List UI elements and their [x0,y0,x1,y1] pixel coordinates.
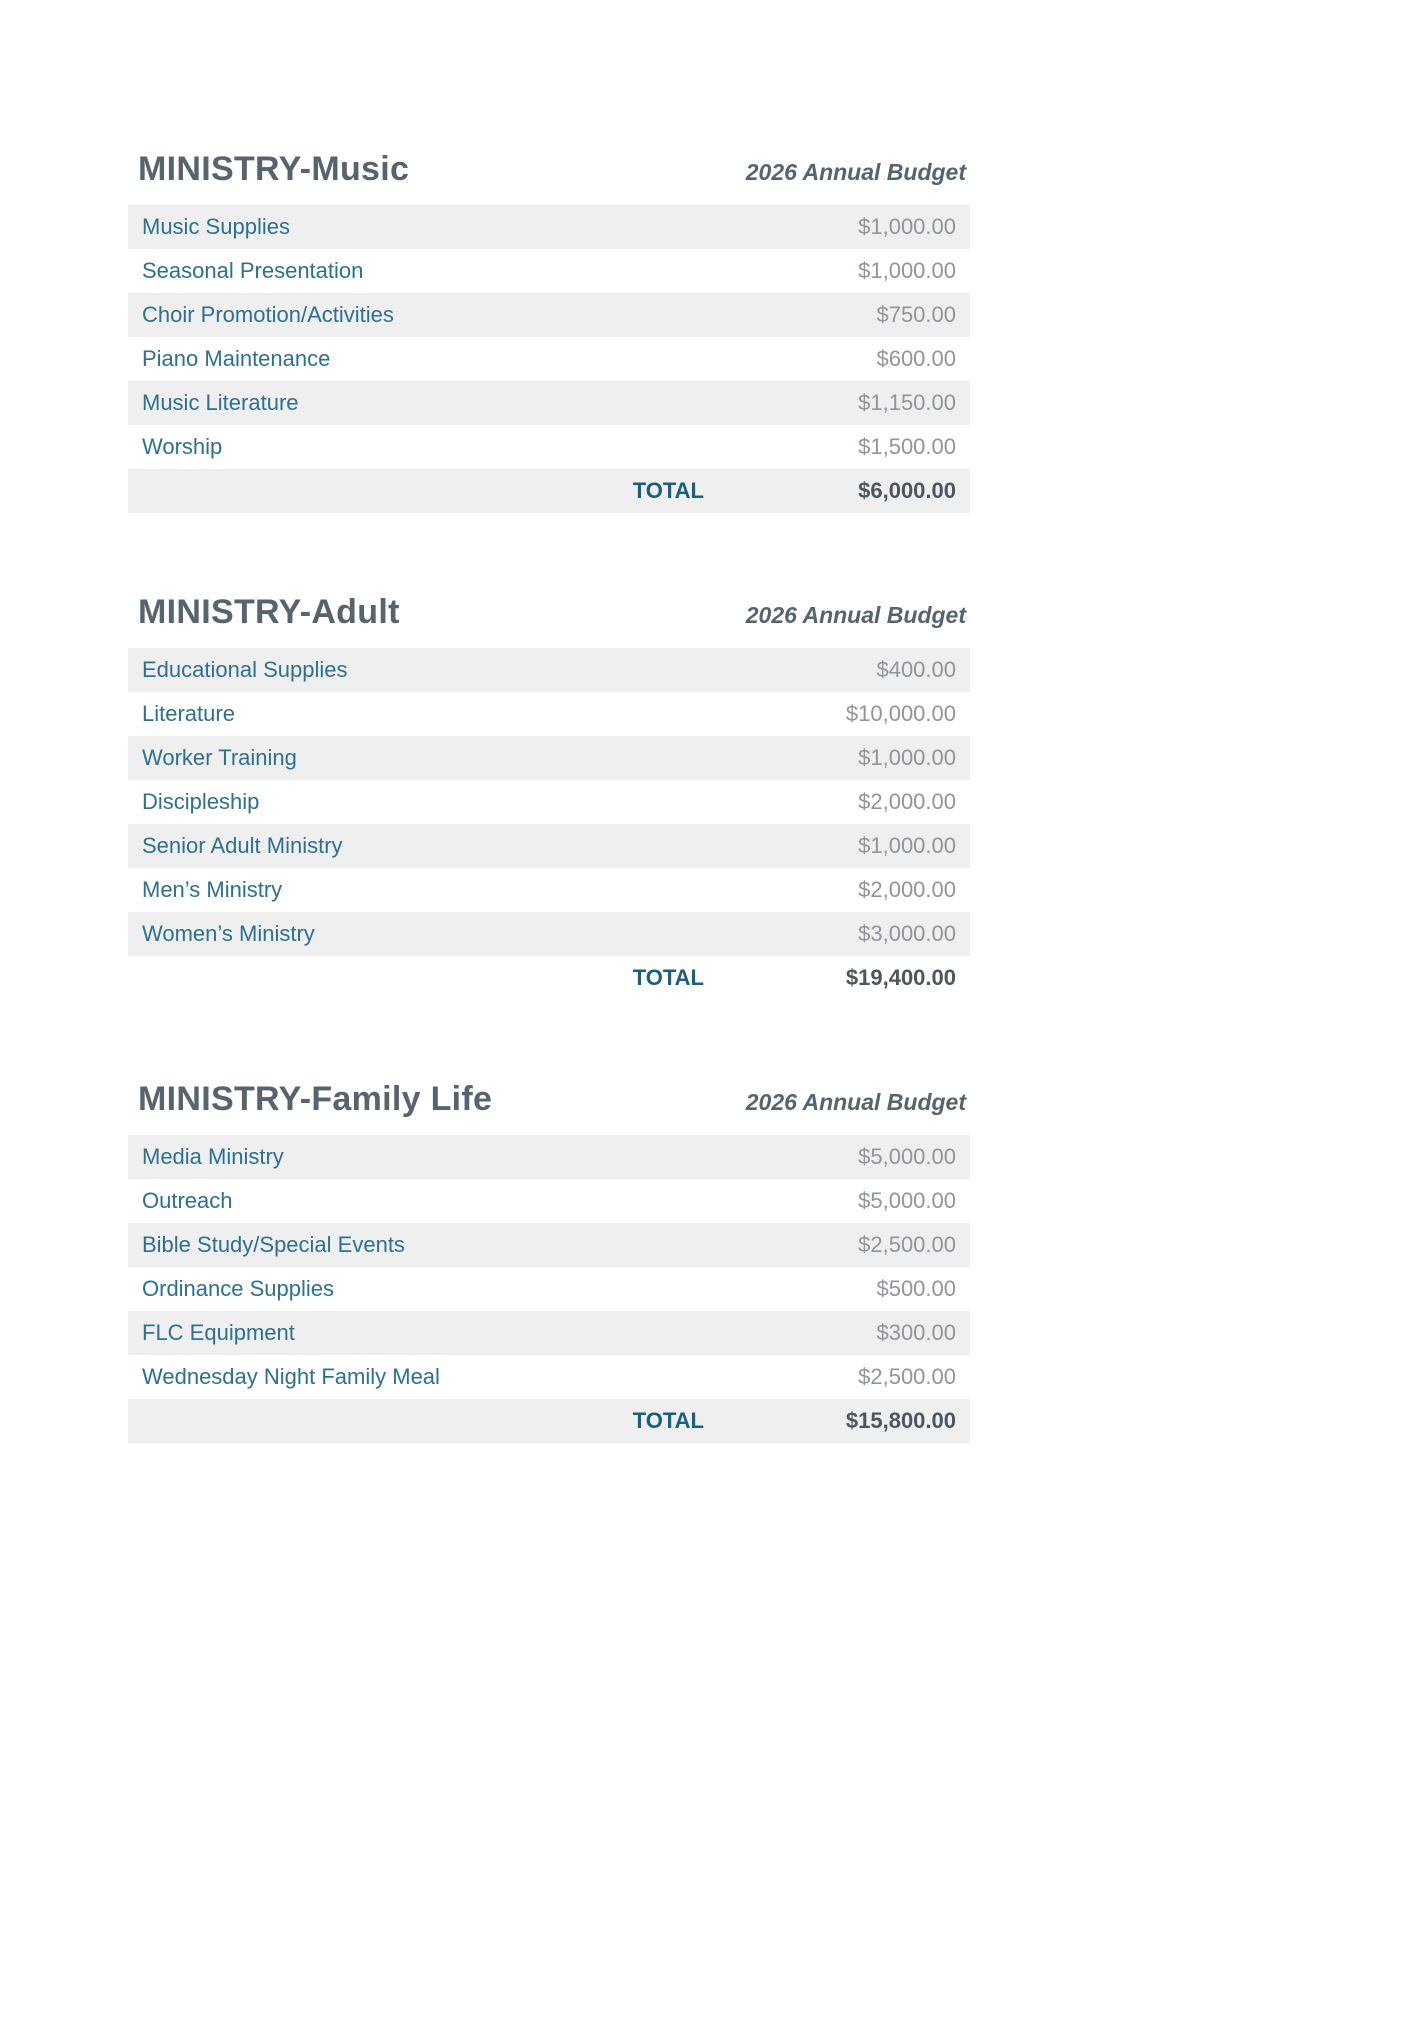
row-label: Worker Training [142,745,297,770]
total-row [128,469,970,513]
row-label: Educational Supplies [142,657,348,682]
row-label: Senior Adult Ministry [142,833,343,858]
row-value: $1,500.00 [858,434,956,459]
table-row [128,249,970,293]
table-row [128,1355,970,1399]
row-label: Worship [142,434,223,459]
section-title: MINISTRY-Music [138,150,410,188]
row-label: Women’s Ministry [142,921,315,946]
row-label: Choir Promotion/Activities [142,302,394,327]
table-row [128,1135,970,1179]
table-row [128,824,970,868]
row-value: $5,000.00 [858,1188,956,1213]
row-label: Discipleship [142,789,260,814]
row-label: Music Supplies [142,214,290,239]
section-rows [128,648,970,1000]
budget-section [128,593,970,1000]
row-value: $5,000.00 [858,1144,956,1169]
section-title: MINISTRY-Family Life [138,1080,493,1118]
row-value: $2,000.00 [858,877,956,902]
table-row [128,205,970,249]
table-row [128,692,970,736]
table-row [128,780,970,824]
table-row [128,293,970,337]
budget-year-label: 2026 Annual Budget [745,159,966,185]
row-value: $3,000.00 [858,921,956,946]
section-header [128,1080,970,1135]
row-value: $300.00 [876,1320,956,1345]
budget-year-label: 2026 Annual Budget [745,602,966,628]
row-value: $2,500.00 [858,1232,956,1257]
row-label: Ordinance Supplies [142,1276,335,1301]
row-value: $1,000.00 [858,745,956,770]
table-row [128,648,970,692]
total-value: $19,400.00 [845,965,956,990]
row-value: $600.00 [876,346,956,371]
row-label: Music Literature [142,390,299,415]
total-row [128,1399,970,1443]
row-value: $2,000.00 [858,789,956,814]
row-label: Piano Maintenance [142,346,331,371]
row-value: $1,000.00 [858,833,956,858]
budget-section [128,150,970,513]
section-title: MINISTRY-Adult [138,593,400,631]
section-rows [128,205,970,513]
table-row [128,1179,970,1223]
total-row [128,956,970,1000]
row-value: $1,000.00 [858,214,956,239]
row-label: Literature [142,701,235,726]
table-row [128,425,970,469]
row-label: Bible Study/Special Events [142,1232,405,1257]
table-row [128,381,970,425]
table-row [128,1311,970,1355]
total-value: $6,000.00 [858,478,956,503]
row-value: $1,000.00 [858,258,956,283]
section-header [128,150,970,205]
row-value: $10,000.00 [845,701,956,726]
row-label: Seasonal Presentation [142,258,364,283]
total-label: TOTAL [632,1408,704,1433]
total-value: $15,800.00 [845,1408,956,1433]
row-value: $400.00 [876,657,956,682]
row-value: $500.00 [876,1276,956,1301]
section-header [128,593,970,648]
total-label: TOTAL [632,478,704,503]
total-label: TOTAL [632,965,704,990]
table-row [128,912,970,956]
budget-section [128,1080,970,1443]
table-row [128,1223,970,1267]
row-label: Outreach [142,1188,233,1213]
table-row [128,1267,970,1311]
row-label: Men’s Ministry [142,877,283,902]
row-value: $750.00 [876,302,956,327]
row-label: Media Ministry [142,1144,284,1169]
row-value: $2,500.00 [858,1364,956,1389]
section-rows [128,1135,970,1443]
table-row [128,868,970,912]
document [128,150,970,1523]
row-value: $1,150.00 [858,390,956,415]
budget-year-label: 2026 Annual Budget [745,1089,966,1115]
table-row [128,337,970,381]
table-row [128,736,970,780]
row-label: Wednesday Night Family Meal [142,1364,440,1389]
row-label: FLC Equipment [142,1320,295,1345]
